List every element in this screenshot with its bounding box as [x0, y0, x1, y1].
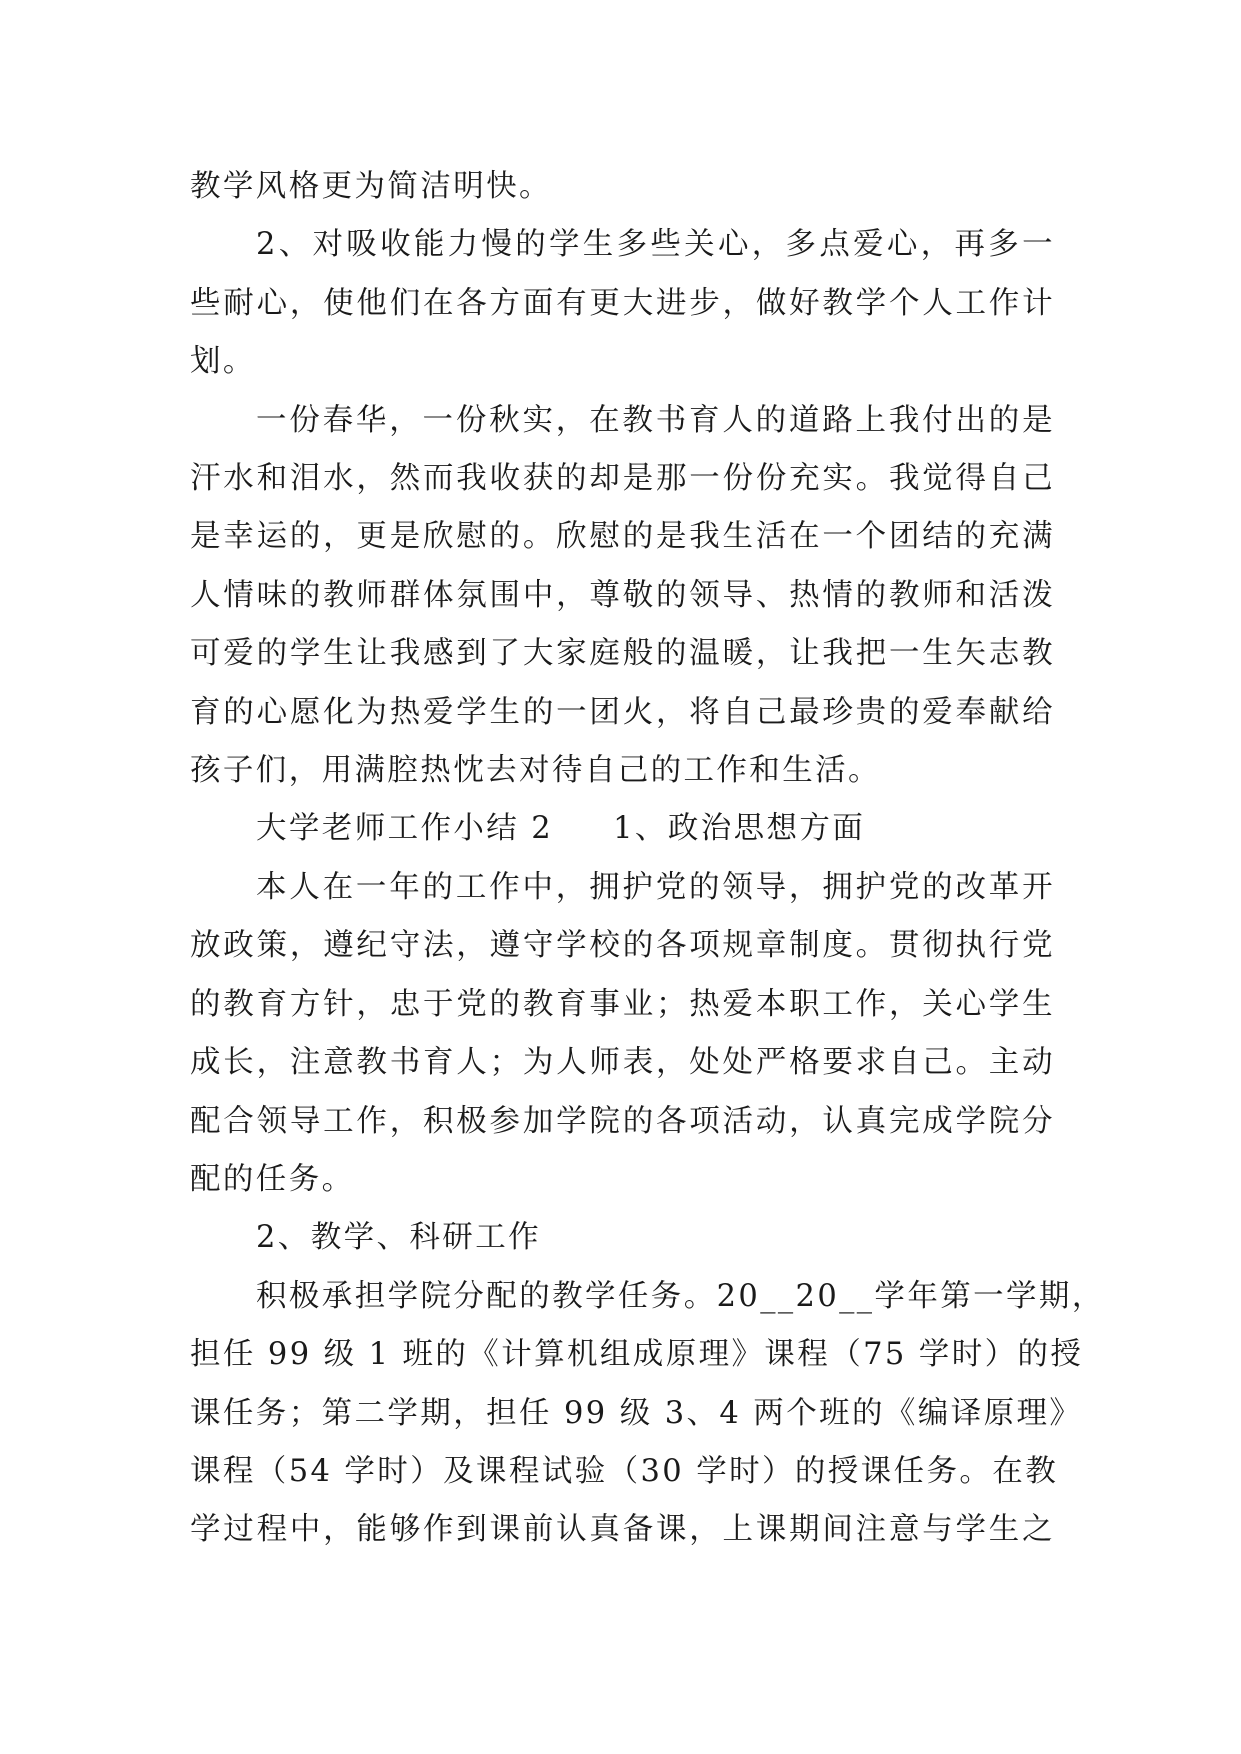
text-line: 些耐心，使他们在各方面有更大进步，做好教学个人工作计: [190, 285, 1055, 321]
text-line: 配合领导工作，积极参加学院的各项活动，认真完成学院分: [190, 1103, 1055, 1139]
text-line: 划。: [190, 344, 256, 380]
text-line: 担任 99 级 1 班的《计算机组成原理》课程（75 学时）的授: [190, 1337, 1084, 1373]
section-title: 大学老师工作小结 2: [256, 811, 554, 847]
text-line: 可爱的学生让我感到了大家庭般的温暖，让我把一生矢志教: [190, 636, 1055, 672]
text-line: 人情味的教师群体氛围中，尊敬的领导、热情的教师和活泼: [190, 577, 1055, 613]
text-line: 是幸运的，更是欣慰的。欣慰的是我生活在一个团结的充满: [190, 519, 1055, 555]
text-line: 成长，注意教书育人；为人师表，处处严格要求自己。主动: [190, 1045, 1055, 1081]
text-line: 教学风格更为简洁明快。: [190, 169, 552, 204]
text-line: 汗水和泪水，然而我收获的却是那一份份充实。我觉得自己: [190, 461, 1055, 497]
section-subtitle: 1、政治思想方面: [613, 811, 866, 847]
section-heading: [190, 800, 1055, 858]
paragraph-4: [190, 859, 1055, 1209]
text-line: 一份春华，一份秋实，在教书育人的道路上我付出的是: [256, 402, 1055, 438]
text-line: 学过程中，能够作到课前认真备课，上课期间注意与学生之: [190, 1512, 1055, 1548]
text-line: 孩子们，用满腔热忱去对待自己的工作和生活。: [190, 753, 881, 789]
text-line: 2、教学、科研工作: [256, 1220, 542, 1256]
text-line: 本人在一年的工作中，拥护党的领导，拥护党的改革开: [256, 869, 1055, 905]
document-body: [190, 158, 1105, 1560]
text-line: 配的任务。: [190, 1161, 355, 1197]
paragraph-2: [190, 216, 1055, 391]
text-line: 的教育方针，忠于党的教育事业；热爱本职工作，关心学生: [190, 986, 1055, 1022]
text-line: 课程（54 学时）及课程试验（30 学时）的授课任务。在教: [190, 1453, 1059, 1489]
text-line: 2、对吸收能力慢的学生多些关心，多点爱心，再多一: [256, 227, 1055, 263]
paragraph-6: [190, 1268, 1105, 1560]
text-line: 积极承担学院分配的教学任务。20__20__学年第一学期，: [256, 1278, 1105, 1314]
paragraph-1: [190, 158, 1055, 216]
paragraph-5: [190, 1209, 1055, 1267]
text-line: 课任务；第二学期，担任 99 级 3、4 两个班的《编译原理》: [190, 1395, 1083, 1431]
paragraph-3: [190, 392, 1055, 801]
text-line: 育的心愿化为热爱学生的一团火，将自己最珍贵的爱奉献给: [190, 694, 1055, 730]
text-line: 放政策，遵纪守法，遵守学校的各项规章制度。贯彻执行党: [190, 928, 1055, 964]
